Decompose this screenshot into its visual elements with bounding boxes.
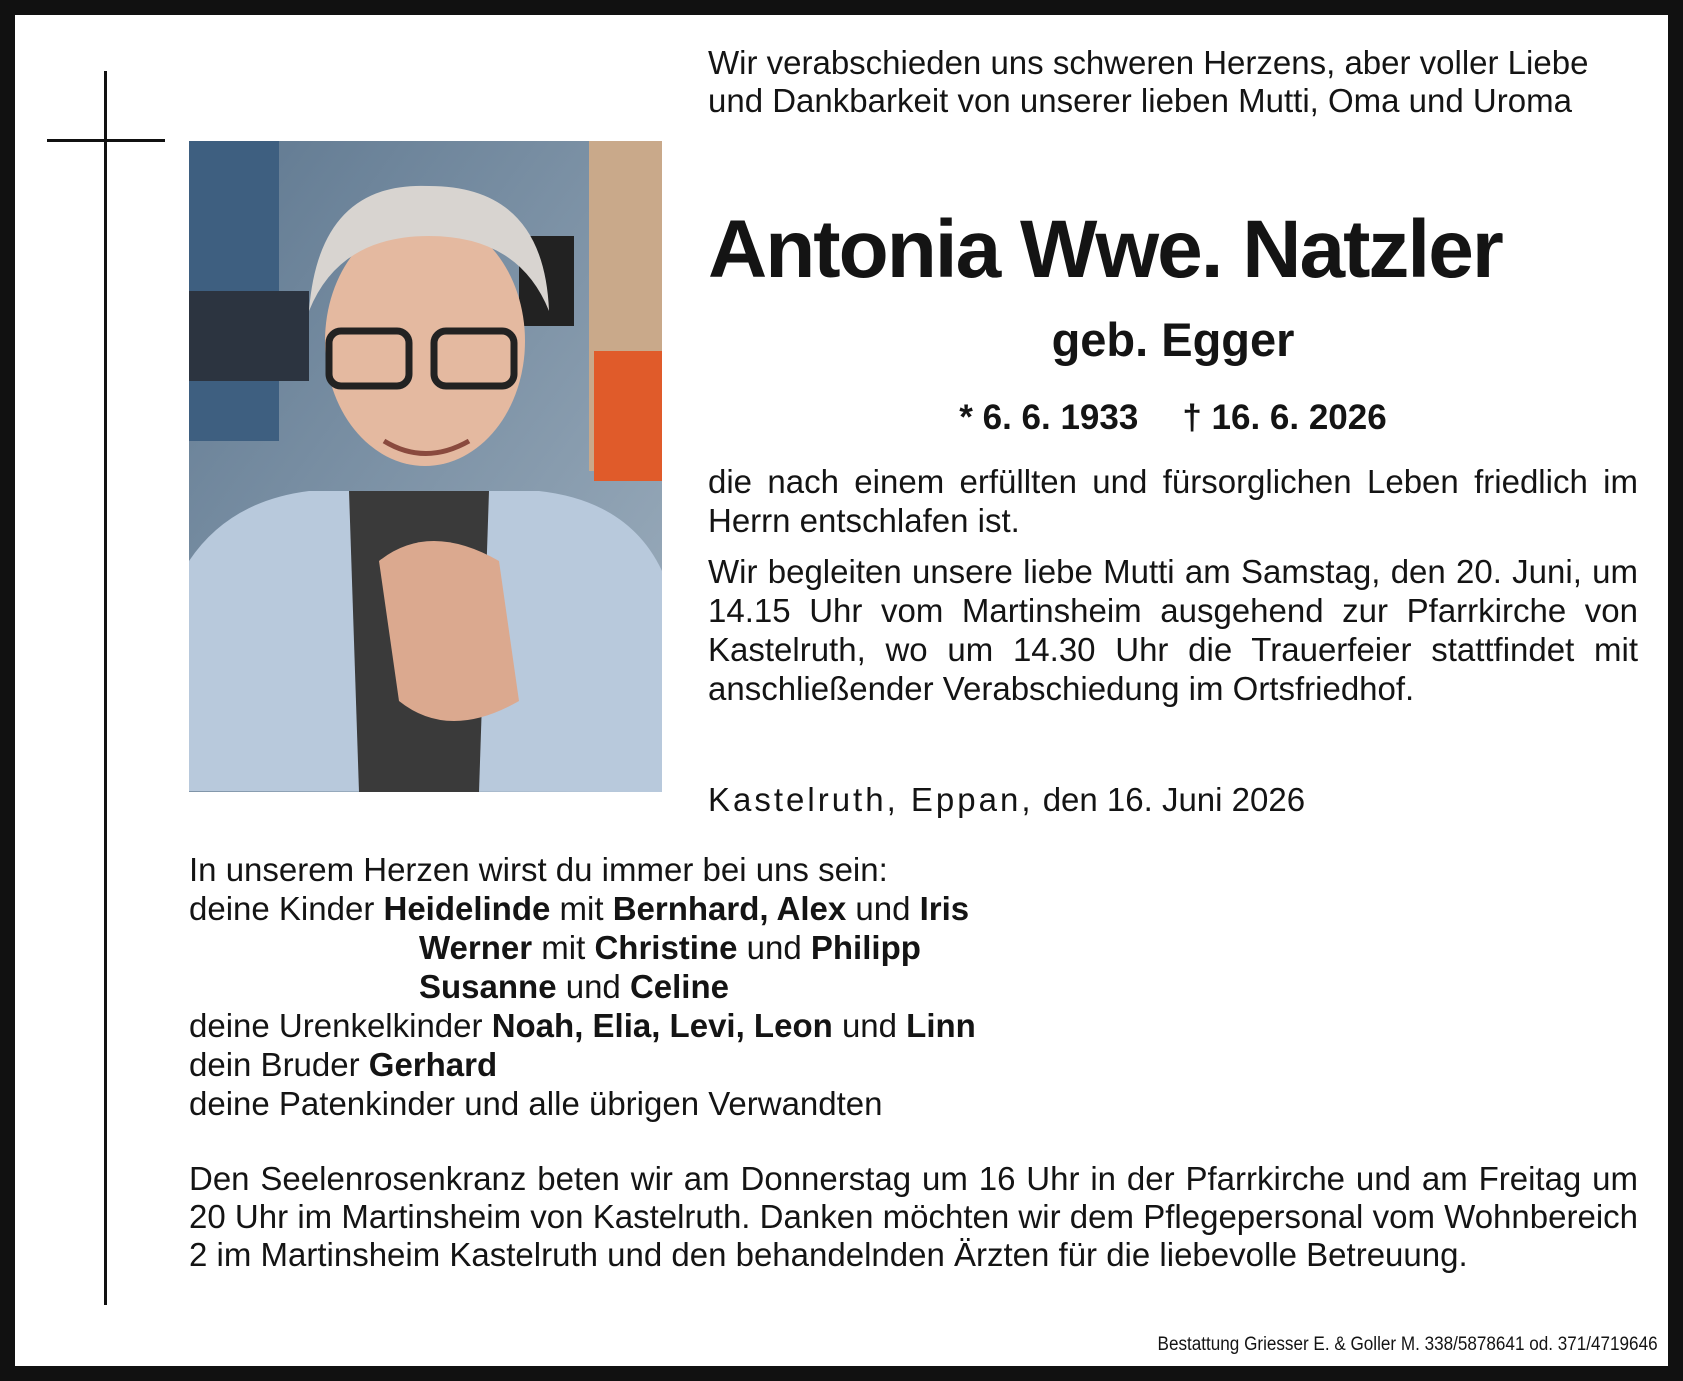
family-name: Werner xyxy=(419,929,533,966)
place-date-line xyxy=(708,780,1305,820)
family-connector: mit xyxy=(541,929,586,966)
cross-icon-vertical xyxy=(104,71,107,1305)
family-name: Christine xyxy=(594,929,738,966)
death-date: † 16. 6. 2026 xyxy=(1182,398,1387,437)
intro-text: Wir verabschieden uns schweren Herzens, aber voller Liebe und Dankbarkeit von unserer lieben Mutti, Oma und Uroma xyxy=(708,44,1589,119)
family-label: deine Kinder xyxy=(189,890,375,927)
deceased-name: Antonia Wwe. Natzler xyxy=(708,204,1502,295)
family-connector: und xyxy=(746,929,802,966)
family-row-brother xyxy=(189,1045,1389,1084)
family-connector: und xyxy=(841,1007,897,1044)
passing-text: die nach einem erfüllten und fürsorglichen Leben friedlich im Herrn entschlafen ist. xyxy=(708,463,1638,539)
family-name: Susanne xyxy=(419,968,557,1005)
closing-text: Den Seelenrosenkranz beten wir am Donnerstag um 16 Uhr in der Pfarrkirche und am Freitag um 20 Uhr im Martinsheim von Kastelruth. Danken möchten wir dem Pflegepersonal vom Wohnbereich 2 im Martinsheim Kastelruth und den behandelnden Ärzten für die liebevolle Betreuung. xyxy=(189,1160,1638,1273)
funeral-text: Wir begleiten unsere liebe Mutti am Samstag, den 20. Juni, um 14.15 Uhr vom Martinsheim ausgehend zur Pfarrkirche von Kastelruth, wo um 14.30 Uhr die Trauerfeier stattfindet mit anschließender Verabschiedung im Ortsfriedhof. xyxy=(708,553,1638,707)
family-row-others: deine Patenkinder und alle übrigen Verwandten xyxy=(189,1085,883,1122)
family-row-child2 xyxy=(189,928,1389,967)
family-name: Bernhard, Alex xyxy=(612,890,847,927)
family-name: Philipp xyxy=(810,929,921,966)
family-connector: und xyxy=(855,890,911,927)
maiden-name: geb. Egger xyxy=(1051,313,1295,366)
place-names: Kastelruth, Eppan, xyxy=(708,781,1034,818)
family-name: Noah, Elia, Levi, Leon xyxy=(491,1007,833,1044)
family-name: Celine xyxy=(629,968,729,1005)
undertaker-contact: Bestattung Griesser E. & Goller M. 338/5878641 od. 371/4719646 xyxy=(1157,1334,1658,1355)
family-name: Heidelinde xyxy=(383,890,551,927)
family-heading: In unserem Herzen wirst du immer bei uns sein: xyxy=(189,851,888,888)
family-label: deine Urenkelkinder xyxy=(189,1007,483,1044)
birth-date: * 6. 6. 1933 xyxy=(959,398,1139,437)
family-name: Iris xyxy=(919,890,970,927)
family-connector: und xyxy=(565,968,621,1005)
family-label: dein Bruder xyxy=(189,1046,360,1083)
family-row-children xyxy=(189,889,1389,928)
portrait-photo xyxy=(189,141,662,792)
life-dates xyxy=(708,396,1638,440)
cross-icon-horizontal xyxy=(47,139,165,142)
family-name: Gerhard xyxy=(368,1046,498,1083)
family-name: Linn xyxy=(906,1007,976,1044)
announcement-date: den 16. Juni 2026 xyxy=(1042,781,1306,818)
family-row-child3 xyxy=(189,967,1389,1006)
family-connector: mit xyxy=(559,890,604,927)
family-list xyxy=(189,850,1389,1123)
family-row-great-grandchildren xyxy=(189,1006,1389,1045)
